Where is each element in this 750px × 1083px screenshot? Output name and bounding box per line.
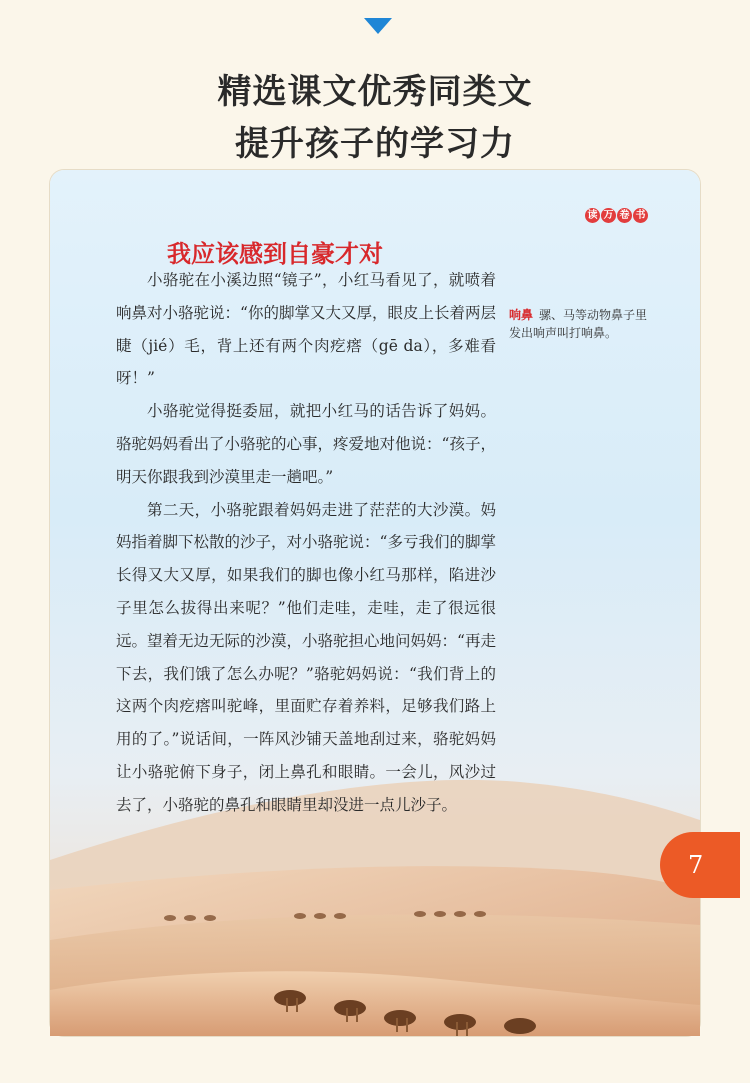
headline-line-1: 精选课文优秀同类文 <box>217 72 533 112</box>
story-body <box>116 264 496 822</box>
page-number-tab <box>660 832 740 898</box>
vocabulary-note <box>509 306 659 342</box>
note-definition: 骡、马等动物鼻子里发出响声叫打响鼻。 <box>509 308 648 340</box>
down-arrow-icon <box>364 18 392 34</box>
headline-line-2: 提升孩子的学习力 <box>235 124 515 164</box>
badge-char: 卷 <box>617 208 632 223</box>
note-term: 响鼻 <box>509 308 534 322</box>
book-page <box>50 170 704 1036</box>
story-paragraph: 小骆驼在小溪边照“镜子”，小红马看见了，就喷着响鼻对小骆驼说：“你的脚掌又大又厚，眼皮上长着两层睫（jié）毛，背上还有两个肉疙瘩（gē da），多难看呀！” <box>116 271 496 388</box>
badge-char: 读 <box>585 208 600 223</box>
story-title: 我应该感到自豪才对 <box>167 240 383 268</box>
story-paragraph: 小骆驼觉得挺委屈，就把小红马的话告诉了妈妈。骆驼妈妈看出了小骆驼的心事，疼爱地对他说：“孩子，明天你跟我到沙漠里走一趟吧。” <box>116 402 496 486</box>
badge-char: 书 <box>633 208 648 223</box>
badge-char: 万 <box>601 208 616 223</box>
series-badge <box>585 208 648 223</box>
story-paragraph: 第二天，小骆驼跟着妈妈走进了茫茫的大沙漠。妈妈指着脚下松散的沙子，对小骆驼说：“多亏我们的脚掌长得又大又厚，如果我们的脚也像小红马那样，陷进沙子里怎么拔得出来呢？”他们走哇，走哇，走了很远很远。望着无边无际的沙漠，小骆驼担心地问妈妈：“再走下去，我们饿了怎么办呢？”骆驼妈妈说：“我们背上的这两个肉疙瘩叫驼峰，里面贮存着养料，足够我们路上用的了。”说话间，一阵风沙铺天盖地刮过来，骆驼妈妈让小骆驼俯下身子，闭上鼻孔和眼睛。一会儿，风沙过去了，小骆驼的鼻孔和眼睛里却没进一点儿沙子。 <box>116 500 496 814</box>
page-number: 7 <box>688 851 704 879</box>
